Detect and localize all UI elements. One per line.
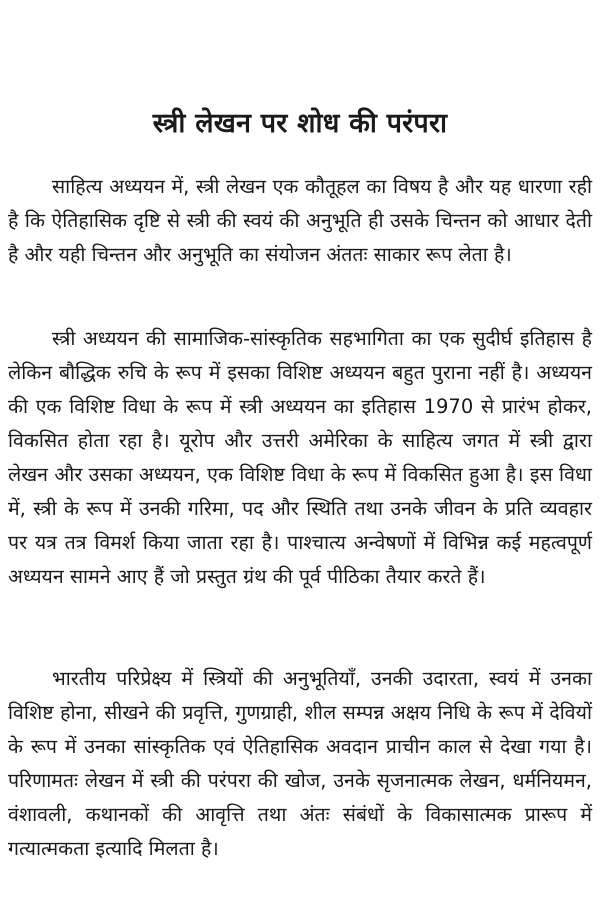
paragraph-1: साहित्य अध्ययन में, स्त्री लेखन एक कौतूहल का विषय है और यह धारणा रही है कि ऐतिहासिक दृष्टि से स्त्री की स्वयं की अनुभूति ही उसके चिन्तन को आधार देती है और यही चिन्तन और अनुभूति का संयोजन अंततः साकार रूप लेता है। (8, 175, 592, 266)
page-title: स्त्री लेखन पर शोध की परंपरा (152, 108, 448, 139)
paragraph-2: स्त्री अध्ययन की सामाजिक-सांस्कृतिक सहभागिता का एक सुदीर्घ इतिहास है लेकिन बौद्धिक रुचि के रूप में इसका विशिष्ट अध्ययन बहुत पुराना नहीं है। अध्ययन की एक विशिष्ट विधा के रूप में स्त्री अध्ययन का इतिहास 1970 से प्रारंभ होकर, विकसित होता रहा है। यूरोप और उत्तरी अमेरिका के साहित्य जगत में स्त्री द्वारा लेखन और उसका अध्ययन, एक विशिष्ट विधा के रूप में विकसित हुआ है। इस विधा में, स्त्री के रूप में उनकी गरिमा, पद और स्थिति तथा उनके जीवन के प्रति व्यवहार पर यत्र तत्र विमर्श किया जाता रहा है। पाश्चात्य अन्वेषणों में विभिन्न कई महत्वपूर्ण अध्ययन सामने आए हैं जो प्रस्तुत ग्रंथ की पूर्व पीठिका तैयार करते हैं। (8, 327, 592, 588)
paragraph-3: भारतीय परिप्रेक्ष्य में स्त्रियों की अनुभूतियाँ, उनकी उदारता, स्वयं में उनका विशिष्ट होना, सीखने की प्रवृत्ति, गुणग्राही, शील सम्पन्न अक्षय निधि के रूप में देवियों के रूप में उनका सांस्कृतिक एवं ऐतिहासिक अवदान प्राचीन काल से देखा गया है। परिणामतः लेखन में स्त्री की परंपरा की खोज, उनके सृजनात्मक लेखन, धर्मनियमन, वंशावली, कथानकों की आवृत्ति तथा अंतः संबंधों के विकासात्मक प्रारूप में गत्यात्मकता इत्यादि मिलता है। (8, 667, 592, 860)
